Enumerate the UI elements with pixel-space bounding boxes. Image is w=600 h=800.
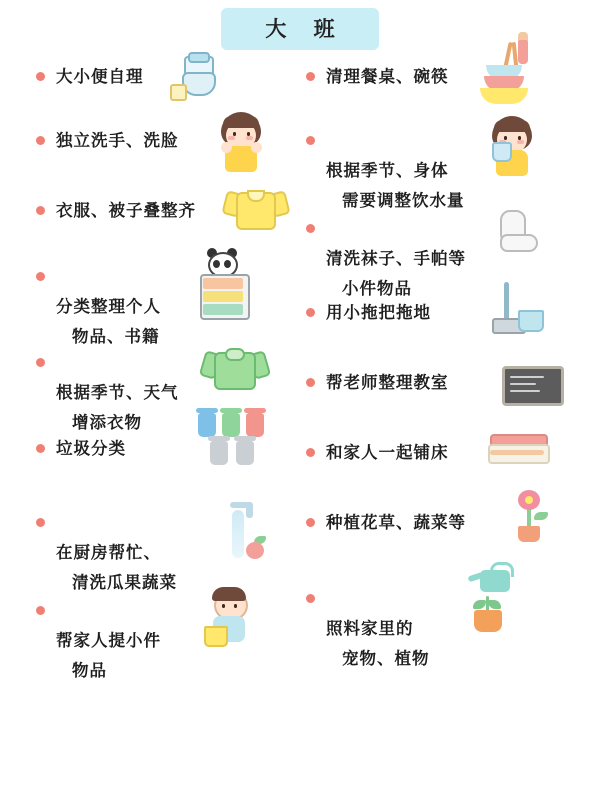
- list-item[interactable]: [36, 126, 326, 188]
- girl-drinking-icon: [490, 116, 550, 182]
- bullet-icon: [306, 518, 315, 527]
- list-item[interactable]: [306, 584, 596, 668]
- bullet-icon: [36, 358, 45, 367]
- list-item-label-line1: 根据季节、身体: [326, 161, 449, 180]
- right-column: [306, 62, 596, 668]
- list-item-label-line2: 需要调整饮水量: [342, 191, 465, 210]
- bullet-icon: [36, 606, 45, 615]
- list-item[interactable]: [36, 262, 326, 346]
- bullet-icon: [36, 136, 45, 145]
- panda-shelf-icon: [196, 254, 256, 324]
- list-item-label: 独立洗手、洗脸: [56, 131, 179, 150]
- list-item[interactable]: [306, 508, 596, 576]
- list-item[interactable]: [306, 368, 596, 430]
- list-item[interactable]: [36, 348, 326, 432]
- list-item[interactable]: [36, 434, 326, 500]
- list-item[interactable]: [306, 214, 596, 298]
- list-item[interactable]: [36, 62, 326, 118]
- page-title: 大 班: [221, 8, 378, 50]
- list-item[interactable]: [36, 508, 326, 592]
- bullet-icon: [36, 206, 45, 215]
- mop-bucket-icon: [484, 284, 546, 342]
- list-item[interactable]: [306, 62, 596, 118]
- list-item-label: 垃圾分类: [56, 439, 126, 458]
- bullet-icon: [306, 448, 315, 457]
- bowls-chopsticks-icon: [476, 46, 536, 108]
- list-item-label: 清理餐桌、碗筷: [326, 67, 449, 86]
- flower-pot-icon: [504, 490, 560, 548]
- list-item-label: 大小便自理: [56, 67, 144, 86]
- yellow-shirt-icon: [228, 184, 288, 240]
- left-column: [36, 62, 326, 678]
- list-item[interactable]: [36, 596, 326, 680]
- blackboard-icon: [502, 362, 564, 406]
- bullet-icon: [306, 72, 315, 81]
- list-item-label-line2: 物品: [72, 661, 107, 680]
- bed-icon: [488, 428, 550, 472]
- list-item-label: 用小拖把拖地: [326, 303, 431, 322]
- sock-icon: [494, 206, 550, 262]
- bullet-icon: [306, 594, 315, 603]
- bullet-icon: [36, 518, 45, 527]
- list-item-label-line1: 帮家人提小件: [56, 631, 161, 650]
- list-item-label: 和家人一起铺床: [326, 443, 449, 462]
- list-item[interactable]: [306, 126, 596, 210]
- list-item-label: [56, 596, 326, 716]
- list-item-label-line2: 宠物、植物: [342, 649, 430, 668]
- bullet-icon: [306, 308, 315, 317]
- bullet-icon: [306, 378, 315, 387]
- list-item-label-line1: 在厨房帮忙、: [56, 543, 161, 562]
- list-item-label-line2: 小件物品: [342, 279, 412, 298]
- brush-tip-icon: [518, 32, 528, 40]
- green-sweater-icon: [206, 342, 268, 398]
- list-item-label: 衣服、被子叠整齐: [56, 201, 196, 220]
- watering-can-plant-icon: [466, 568, 528, 638]
- list-item[interactable]: [306, 298, 596, 360]
- bullet-icon: [36, 444, 45, 453]
- list-item-label-line2: 物品、书籍: [72, 327, 160, 346]
- list-item-label: 帮老师整理教室: [326, 373, 449, 392]
- boy-bucket-icon: [204, 590, 264, 652]
- list-item-label-line2: 增添衣物: [72, 413, 142, 432]
- toilet-icon: [176, 54, 232, 110]
- bullet-icon: [36, 72, 45, 81]
- list-item-label-line1: 分类整理个人: [56, 297, 161, 316]
- recycling-bins-icon: [196, 406, 274, 468]
- list-item-label-line1: 根据季节、天气: [56, 383, 179, 402]
- list-item-label-line1: 照料家里的: [326, 619, 414, 638]
- bullet-icon: [36, 272, 45, 281]
- list-item-label-line1: 清洗袜子、手帕等: [326, 249, 466, 268]
- girl-washing-face-icon: [219, 112, 275, 174]
- faucet-fruit-icon: [220, 502, 280, 568]
- list-item[interactable]: [36, 196, 326, 254]
- list-item-label: 种植花草、蔬菜等: [326, 513, 466, 532]
- bullet-icon: [306, 224, 315, 233]
- list-item-label-line2: 清洗瓜果蔬菜: [72, 573, 177, 592]
- list-item-label: [326, 584, 596, 704]
- bullet-icon: [306, 136, 315, 145]
